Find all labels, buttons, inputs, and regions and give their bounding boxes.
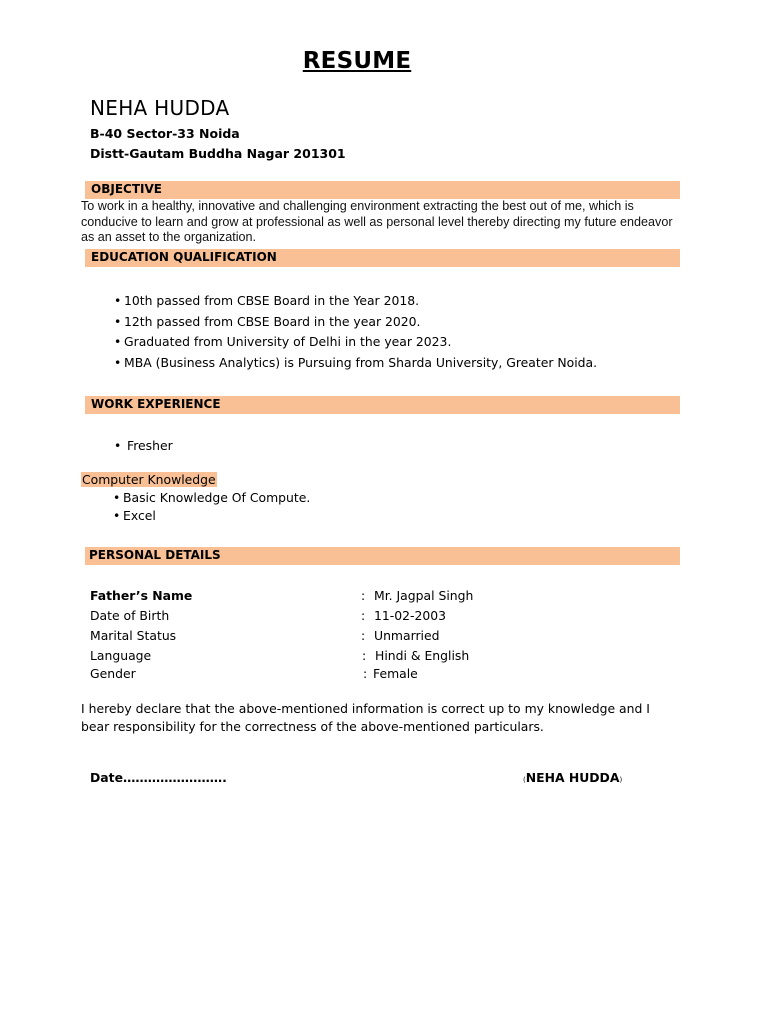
- education-heading: EDUCATION QUALIFICATION: [91, 250, 277, 264]
- declaration-text: I hereby declare that the above-mentioned information is correct up to my knowledge and I bear responsibility for the correctness of the above-mentioned particulars.: [81, 701, 650, 734]
- applicant-name: NEHA HUDDA: [90, 96, 230, 120]
- personal-separator: :: [363, 666, 368, 681]
- personal-separator: :: [361, 628, 366, 643]
- signature-name: [523, 770, 622, 785]
- work-heading: WORK EXPERIENCE: [91, 397, 221, 411]
- list-item: • 12th passed from CBSE Board in the year 2020.: [114, 314, 597, 335]
- signature-text: NEHA HUDDA: [525, 770, 620, 785]
- computer-knowledge-list: [113, 490, 310, 526]
- address-line-1: B-40 Sector-33 Noida: [90, 126, 240, 141]
- list-item: • Graduated from University of Delhi in the year 2023.: [114, 334, 597, 355]
- personal-value-gender: Female: [373, 666, 418, 681]
- personal-value-father: Mr. Jagpal Singh: [374, 588, 474, 603]
- personal-value-dob: 11-02-2003: [374, 608, 447, 623]
- list-item: • Basic Knowledge Of Compute.: [113, 490, 310, 508]
- objective-heading: OBJECTIVE: [91, 182, 162, 196]
- personal-value-language: Hindi & English: [375, 648, 470, 663]
- personal-label-language: Language: [90, 648, 152, 663]
- list-item: • MBA (Business Analytics) is Pursuing from Sharda University, Greater Noida.: [114, 355, 597, 376]
- objective-heading-band: [85, 181, 680, 199]
- signature-open-paren: (: [523, 776, 526, 784]
- computer-knowledge-heading: Computer Knowledge: [82, 472, 216, 487]
- education-heading-band: [85, 249, 680, 267]
- list-item: • 10th passed from CBSE Board in the Year 2018.: [114, 293, 597, 314]
- personal-heading-band: [85, 547, 680, 565]
- signature-close-paren: ): [619, 776, 623, 784]
- list-item: • Fresher: [114, 438, 173, 453]
- personal-separator: :: [361, 608, 366, 623]
- list-item: • Excel: [113, 508, 310, 526]
- personal-heading: PERSONAL DETAILS: [89, 548, 221, 562]
- objective-text: To work in a healthy, innovative and challenging environment extracting the best out of me, which is conducive to learn and grow at professional as well as personal level thereby directing my future endeavor as an asset to the organization.: [81, 199, 673, 244]
- education-list: [114, 293, 597, 375]
- personal-label-marital: Marital Status: [90, 628, 177, 643]
- work-heading-band: [85, 396, 680, 414]
- resume-title: RESUME: [302, 48, 412, 74]
- personal-separator: :: [362, 648, 367, 663]
- personal-label-gender: Gender: [90, 666, 136, 681]
- personal-separator: :: [361, 588, 366, 603]
- personal-label-dob: Date of Birth: [90, 608, 170, 623]
- address-line-2: Distt-Gautam Buddha Nagar 201301: [90, 146, 346, 161]
- date-line: Date…………………….: [90, 770, 227, 785]
- work-list: [114, 438, 173, 453]
- personal-value-marital: Unmarried: [374, 628, 440, 643]
- personal-label-father: Father’s Name: [90, 588, 193, 603]
